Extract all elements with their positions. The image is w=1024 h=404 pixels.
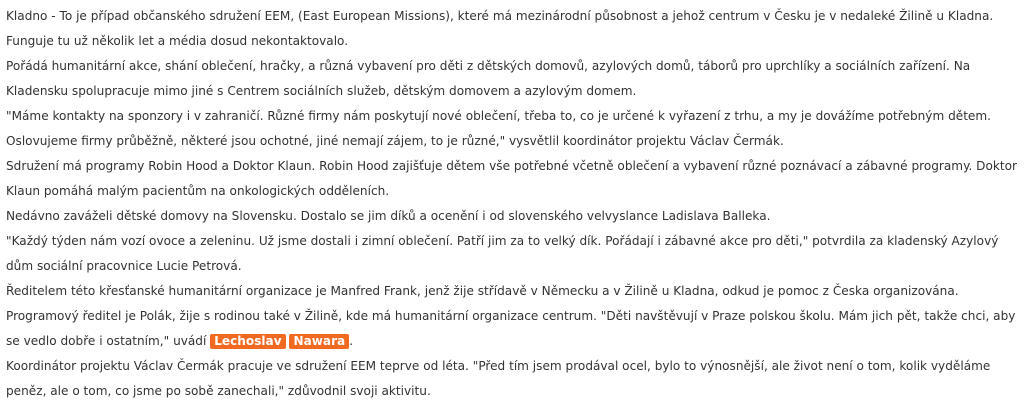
- paragraph: "Máme kontakty na sponzory i v zahraničí. Různé firmy nám poskytují nové oblečení, třeba to, co je určené k vyřazení z trhu, a my je dovážíme potřebným dětem. Oslovujeme firmy průběžně, některé jsou ochotné, jiné nemají zájem, to je různé," vysvětlil koordinátor projektu Václav Čermák.: [6, 109, 991, 148]
- highlighted-name-last[interactable]: Nawara: [289, 334, 349, 349]
- paragraph-with-highlight: [6, 304, 1018, 354]
- paragraph: Ředitelem této křesťanské humanitární organizace je Manfred Frank, jenž žije střídavě v Německu a v Žilině u Kladna, odkud je pomoc z Česka organizována.: [6, 284, 959, 298]
- highlighted-name-first[interactable]: Lechoslav: [210, 334, 285, 349]
- paragraph-text: Programový ředitel je Polák, žije s rodinou také v Žilině, kde má humanitární organizace centrum. "Děti navštěvují v Praze polskou školu. Mám jich pět, takže chci, aby se vedlo dobře i ostatním," uvádí: [6, 309, 1016, 348]
- paragraph: Koordinátor projektu Václav Čermák pracuje ve sdružení EEM teprve od léta. "Před tím jsem prodával ocel, bylo to výnosnější, ale život není o tom, kolik vyděláme peněz, ale o tom, co jsme po sobě zanechali," zdůvodnil svoji aktivitu.: [6, 359, 991, 398]
- paragraph: Nedávno zaváželi dětské domovy na Slovensku. Dostalo se jim díků a ocenění i od slovenského velvyslance Ladislava Balleka.: [6, 209, 771, 223]
- paragraph: Kladno - To je případ občanského sdružení EEM, (East European Missions), které má mezinárodní působnost a jehož centrum v Česku je v nedaleké Žilině u Kladna. Funguje tu už několik let a média dosud nekontaktovalo.: [6, 9, 994, 48]
- paragraph: Sdružení má programy Robin Hood a Doktor Klaun. Robin Hood zajišťuje dětem vše potřebné včetně oblečení a vybavení různé poznávací a zábavné programy. Doktor Klaun pomáhá malým pacientům na onkologických odděleních.: [6, 159, 1018, 198]
- paragraph: Pořádá humanitární akce, shání oblečení, hračky, a různá vybavení pro děti z dětských domovů, azylových domů, táborů pro uprchlíky a sociálních zařízení. Na Kladensku spolupracuje mimo jiné s Centrem sociálních služeb, dětským domovem a azylovým domem.: [6, 59, 971, 98]
- paragraph: "Každý týden nám vozí ovoce a zeleninu. Už jsme dostali i zimní oblečení. Patří jim za to velký dík. Pořádají i zábavné akce pro děti," potvrdila za kladenský Azylový dům sociální pracovnice Lucie Petrová.: [6, 234, 999, 273]
- paragraph-end: .: [349, 334, 354, 348]
